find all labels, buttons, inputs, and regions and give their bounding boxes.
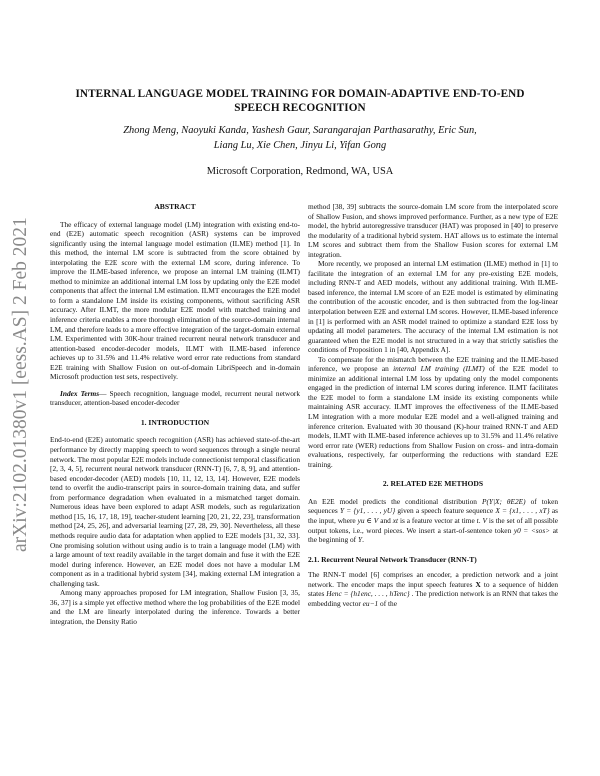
right-column (308, 202, 558, 608)
rel-j: . (362, 535, 364, 545)
rel-b: of token sequences (308, 496, 559, 516)
rnnt-math-3: eu−1 (362, 598, 379, 608)
rel-e: and (378, 515, 393, 525)
left-column (50, 202, 300, 626)
rel-i: at the beginning of (308, 525, 559, 545)
title-line-1: INTERNAL LANGUAGE MODEL TRAINING FOR DOMAIN-ADAPTIVE END-TO-END (75, 88, 525, 100)
rel-math-9: Y (357, 535, 363, 545)
index-terms (50, 389, 300, 408)
arxiv-identifier (6, 180, 32, 560)
rnnt-b: to a sequence of hidden states (308, 579, 558, 599)
rnnt-math-1: X (475, 579, 481, 589)
ilmt-emphasis: internal LM training (ILMT) (393, 364, 485, 374)
authors-line-2: Liang Lu, Xie Chen, Jinyu Li, Yifan Gong (213, 139, 387, 151)
p3-text-b: of the E2E model to minimize an additional internal LM loss by updating only the model components engaged in the prediction of internal LM scores during inference. ILMT facilitates the E2E model to form a standalone LM inside its existing components while maintaining ASR accuracy. ILMT improves the effectiveness of the ILME-based LM integration with a more modular E2E model and a well-aligned training and inference criterion. Evaluated with 30 thousand (K)-hour trained RNN-T and AED models, ILMT with ILME-based inference achieves up to 31.5% and 11.4% relative word error rate (WER) reductions from Shallow Fusion on cross- and intra-domain evaluations, respectively, far outperforming the reductions with standard E2E training. (308, 364, 558, 469)
introduction-heading: 1. INTRODUCTION (140, 417, 210, 427)
rel-math-7: V (482, 515, 487, 525)
right-paragraph-3 (308, 355, 558, 470)
abstract-heading: ABSTRACT (154, 202, 196, 211)
rnnt-d: of the (378, 598, 397, 608)
author-list (60, 124, 540, 153)
intro-paragraph-2: Among many approaches proposed for LM integration, Shallow Fusion [3, 35, 36, 37] is a simple yet effective method where the log probabilities of the E2E model and the LM are linearly interpolated during the inference. Towards a better integration, the Density Ratio (50, 588, 300, 626)
rel-math-3: X = {x1, . . . , xT} (495, 506, 550, 516)
rel-math-1: P(Y|X; θE2E) (481, 496, 526, 506)
rel-math-8: y0 = <sos> (513, 525, 551, 535)
rnnt-c: . The prediction network is an RNN that takes the embedding vector (308, 589, 558, 608)
rnnt-math-2: Henc = {h1enc, . . . , hTenc} (326, 589, 410, 599)
index-terms-text: — Speech recognition, language model, recurrent neural network transducer, attention-based encoder-decoder (50, 388, 300, 408)
rnnt-subsection-heading: 2.1. Recurrent Neural Network Transducer (RNN-T) (308, 554, 477, 564)
arxiv-id-text: arXiv:2102.01380v1 [eess.AS] 2 Feb 2021 (10, 217, 31, 552)
index-terms-label: Index Terms (60, 388, 100, 398)
right-paragraph-1: method [38, 39] subtracts the source-domain LM score from the interpolated score of Shallow Fusion, and shows improved performance. Further, as a new type of E2E model, the hybrid autoregressive transducer (HAT) was proposed in [40] to preserve the modularity of a traditional hybrid system. HAT allows us to estimate the internal LM scores and subtract them from the Shallow Fusion scores for external LM integration. (308, 202, 558, 259)
title-line-2: SPEECH RECOGNITION (234, 102, 366, 114)
rel-math-5: xt (392, 515, 399, 525)
paper-title (60, 87, 540, 115)
related-paragraph (308, 497, 558, 545)
rel-d: as the input, where (308, 506, 558, 525)
affiliation: Microsoft Corporation, Redmond, WA, USA (206, 166, 394, 177)
rel-f: is a feature vector at time (398, 515, 477, 525)
intro-paragraph-1: End-to-end (E2E) automatic speech recognition (ASR) has achieved state-of-the-art performance by directly mapping speech to word sequences through a single neural network. The most popular E2E models include connectionist temporal classification [2, 3, 4, 5], recurrent neural network transducer (RNN-T) [6, 7, 8, 9], and attention-based encoder-decoder (AED) models [10, 11, 12, 13, 14]. However, E2E models tend to overfit the audio-transcript pairs in source-domain training data, and suffer from performance degradation when evaluated in a mismatched target domain. Numerous ideas have been explored to adapt ASR models, such as regularization method [15, 16, 17, 18, 19], teacher-student learning [20, 21, 22, 23], transformation method [24, 25, 26], and adversarial learning [27, 28, 29, 30]. Nevertheless, all these methods require audio data for adaptation when applied to E2E models [31, 32, 33]. One promising solution without using audio is to train a language model (LM) with a large amount of text readily available in the target domain and fuse it with the E2E model during inference. However, an E2E model does not have a modular LM component as in a traditional hybrid system [34], making external LM integration a challenging task. (50, 435, 300, 588)
p3-text-a: To compensate for the mismatch between the E2E training and the ILME-based inference, we propose an (308, 354, 558, 374)
rel-c: given a speech feature sequence (395, 506, 496, 516)
rel-math-4: yu ∈ V (357, 515, 379, 525)
related-methods-heading: 2. RELATED E2E METHODS (382, 479, 484, 489)
abstract-text: The efficacy of external language model (LM) integration with existing end-to-end (E2E) automatic speech recognition (ASR) systems can be improved significantly using the internal language model estimation (ILME) method [1]. In this method, the internal LM score is subtracted from the score obtained by interpolating the E2E score with the external LM score, during inference. To improve the ILME-based inference, we propose an internal LM training (ILMT) method to minimize an additional internal LM loss by updating only the E2E model components that affect the internal LM estimation. ILMT encourages the E2E model to form a standalone LM inside its existing components, without sacrificing ASR accuracy. After ILMT, the more modular E2E model with matched training and inference criteria enables a more thorough elimination of the source-domain internal LM, and therefore leads to a more effective integration of the target-domain external LM. Experimented with 30K-hour trained recurrent neural network transducer and attention-based encoder-decoder models, ILMT with ILME-based inference achieves up to 31.5% and 11.4% relative word error rate reductions from standard E2E training with Shallow Fusion on out-of-domain LibriSpeech and in-domain Microsoft production test sets, respectively. (50, 219, 300, 382)
rnnt-a: The RNN-T model [6] comprises an encoder, a prediction network and a joint network. The encoder maps the input speech features (308, 570, 558, 589)
right-paragraph-2: More recently, we proposed an internal LM estimation (ILME) method in [1] to facilitate the integration of an external LM for any pre-existing E2E models, including RNN-T and AED models, without any additional training. With ILME-based inference, the internal LM score of an E2E model is estimated by eliminating the contribution of the acoustic encoder, and is then subtracted from the log-linear interpolation between E2E and external LM scores. However, ILME-based inference in [1] is performed with an ASR model trained to optimize a standard E2E loss by updating all model parameters. The accuracy of the internal LM estimation is not guaranteed when the E2E model is not structured in a way that strictly satisfies the conditions of Proposition 1 in [40, Appendix A]. (308, 259, 558, 355)
rel-g: . (478, 515, 483, 525)
rel-h: is the set of all possible output tokens, i.e., word pieces. We insert a start-of-sentence token (308, 515, 559, 535)
rel-math-6: t (476, 515, 479, 525)
rel-math-2: Y = {y1, . . . , yU} (340, 506, 396, 516)
rnnt-paragraph (308, 570, 558, 608)
authors-line-1: Zhong Meng, Naoyuki Kanda, Yashesh Gaur, Sarangarajan Parthasarathy, Eric Sun, (123, 125, 477, 136)
rel-a: An E2E model predicts the conditional distribution (308, 496, 482, 506)
